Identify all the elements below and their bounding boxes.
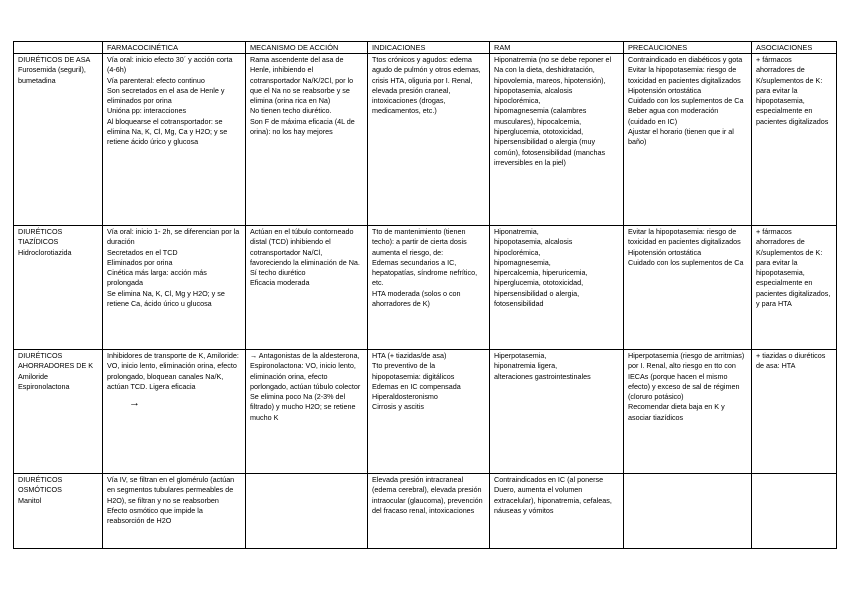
cell-line: Ajustar el horario (tienen que ir al baño) <box>628 127 734 147</box>
cell-line: → Antagonistas de la aldesterona, <box>250 351 360 360</box>
cell-line: hipersensibilidad o alergia, <box>494 288 580 298</box>
cell-adverse-reactions <box>490 54 624 226</box>
cell-line: Ttos crónicos y agudos: edema agudo de pulmón y otros edemas, crisis HTA, oliguria por I. Renal, elevada presión craneal, intoxicaciones (drogas, medicamentos, etc.) <box>372 55 481 116</box>
cell-pharmacokinetics <box>103 226 246 350</box>
cell-pharmacokinetics <box>103 350 246 474</box>
cell-line: hipopotasemia, alcalosis hipoclorémica, <box>494 85 573 106</box>
cell-line: HTA (+ tiazidas/de asa) <box>372 351 447 360</box>
cell-indications <box>368 226 490 350</box>
cell-associations <box>752 474 837 549</box>
header-cell-precautions: PRECAUCIONES <box>624 42 752 54</box>
cell-line: hiperglucemia, ototoxicidad, <box>494 127 584 137</box>
cell-line: Secretados en el TCD <box>107 247 178 257</box>
cell-drug-class <box>14 226 103 350</box>
header-cell-associations: ASOCIACIONES <box>752 42 837 54</box>
cell-line: Al bloquearse el cotransportador: se elimina Na, K, Cl, Mg, Ca y H2O; y se retiene ácido úrico y glucosa <box>107 116 228 147</box>
cell-precautions <box>624 226 752 350</box>
cell-adverse-reactions <box>490 474 624 549</box>
table-row <box>14 226 837 350</box>
cell-line: Se elimina poco Na (2-3% del filtrado) y mucho H2O; se retiene mucho K <box>250 392 356 422</box>
cell-mechanism <box>246 54 368 226</box>
cell-line: Hipotensión ortostática <box>628 85 702 95</box>
cell-adverse-reactions <box>490 226 624 350</box>
diuretics-table <box>13 41 837 549</box>
cell-line: hipomagnesemia, <box>494 257 551 267</box>
cell-line: Hipotensión ortostática <box>628 247 702 257</box>
cell-line: Cuidado con los suplementos de Ca <box>628 96 744 106</box>
cell-adverse-reactions <box>490 350 624 474</box>
cell-line: Hidroclorotiazida <box>18 247 72 257</box>
cell-line: Amiloride <box>18 371 48 381</box>
cell-line: Contraindicados en IC (al ponerse Duero, aumenta el volumen extracelular), hiponatremia, cefaleas, náuseas y vómitos <box>494 475 612 515</box>
cell-line: HTA moderada (solos o con ahorradores de K) <box>372 288 461 309</box>
cell-line: Vía oral: inicio 1- 2h, se diferencian por la duración <box>107 227 240 247</box>
header-cell-indications: INDICACIONES <box>368 42 490 54</box>
cell-line: Rama ascendente del asa de Henle, inhibiendo el cotransportador Na/K/2Cl, por lo que el Na no se reabsorbe y se elimina (orina rica en Na) <box>250 55 354 106</box>
cell-precautions <box>624 54 752 226</box>
cell-line: Hiperaldosteronismo <box>372 392 438 402</box>
cell-line: Edemas en IC compensada <box>372 381 461 391</box>
cell-line: Se elimina Na, K, Cl, Mg y H2O; y se retiene Ca, ácido úrico u glucosa <box>107 288 225 309</box>
cell-line: DIURÉTICOS AHORRADORES DE K <box>18 351 94 371</box>
cell-precautions <box>624 474 752 549</box>
cell-pharmacokinetics <box>103 474 246 549</box>
cell-line: Vía parenteral: efecto continuo <box>107 75 205 85</box>
cell-drug-class <box>14 54 103 226</box>
cell-line: Sí techo diurético <box>250 268 306 278</box>
cell-line: bumetadina <box>18 75 56 85</box>
header-cell-pharmacokinetics: FARMACOCINÉTICA <box>103 42 246 54</box>
cell-line: Tto preventivo de la hipopotasemia: digitálicos <box>372 361 455 381</box>
cell-line: alteraciones gastrointestinales <box>494 371 591 381</box>
cell-line: Actúan en el túbulo contorneado distal (TCD) inhibiendo el cotransportador Na/Cl, favoreciendo la eliminación de Na. <box>250 227 360 267</box>
cell-line: Vía IV, se filtran en el glomérulo (actúan en segmentos tubulares permeables de H2O), se filtran y no se reabsorben <box>107 475 235 505</box>
cell-associations <box>752 226 837 350</box>
cell-pharmacokinetics <box>103 54 246 226</box>
cell-line: No tienen techo diurético. <box>250 106 332 116</box>
cell-line: Eficacia moderada <box>250 278 310 288</box>
cell-line: + fármacos ahorradores de K/suplementos de K: para evitar la hipopotasemia, especialmente en pacientes digitalizados, y para HTA <box>756 227 831 309</box>
cell-line: Unióna pp: interacciones <box>107 106 187 116</box>
cell-drug-class <box>14 350 103 474</box>
cell-line: Beber agua con moderación (cuidado en IC) <box>628 106 719 126</box>
cell-mechanism <box>246 350 368 474</box>
table-row <box>14 474 837 549</box>
cell-line: Hiperpotasemia, <box>494 351 547 360</box>
cell-line: hipomagnesemia (calambres musculares), hipocalcemia, <box>494 106 587 126</box>
cell-line: + tiazidas o diuréticos de asa: HTA <box>756 351 826 371</box>
header-cell-mechanism: MECANISMO DE ACCIÓN <box>246 42 368 54</box>
cell-line: hiperglucemia, ototoxicidad, <box>494 278 584 288</box>
cell-line: Edemas secundarios a IC, hepatopatías, síndrome nefrítico, etc. <box>372 257 478 288</box>
cell-line: Hiperpotasemia (riesgo de arritmias) por I. Renal, alto riesgo en tto con IECAs (porque hacen el mismo efecto) y exceso de sal de régimen (cloruro potásico) <box>628 351 745 402</box>
header-cell-group <box>14 42 103 54</box>
cell-line: Evitar la hipopotasemia: riesgo de toxicidad en pacientes digitalizados <box>628 227 741 247</box>
cell-mechanism <box>246 474 368 549</box>
cell-drug-class <box>14 474 103 549</box>
cell-line: Efecto osmótico que impide la reabsorción de H2O <box>107 505 203 526</box>
cell-line: hiponatremia ligera, <box>494 361 558 371</box>
table-row <box>14 54 837 226</box>
cell-precautions <box>624 350 752 474</box>
cell-line: Contraindicado en diabéticos y gota <box>628 55 743 64</box>
cell-line: hipersensibilidad o alergia (muy común), fotosensibilidad (manchas irreversibles en la piel) <box>494 137 606 167</box>
cell-line: DIURÉTICOS DE ASA <box>18 55 91 64</box>
cell-mechanism <box>246 226 368 350</box>
cell-line: hipercalcemia, hiperuricemia, <box>494 268 588 278</box>
cell-line: DIURÉTICOS TIAZÍDICOS <box>18 227 63 247</box>
cell-line: Manitol <box>18 495 42 505</box>
cell-line: + fármacos ahorradores de K/suplementos de K: para evitar la hipopotasemia, especialmente en pacientes digitalizados <box>756 55 829 126</box>
cell-line: Cirrosis y ascitis <box>372 402 424 412</box>
cell-line: Evitar la hipopotasemia: riesgo de toxicidad en pacientes digitalizados <box>628 65 741 85</box>
cell-line: Furosemida (seguril), <box>18 65 86 75</box>
cell-indications <box>368 350 490 474</box>
cell-indications <box>368 474 490 549</box>
cell-line: Cinética más larga: acción más prolongada <box>107 268 207 288</box>
header-cell-adverse-reactions: RAM <box>490 42 624 54</box>
cell-line: Cuidado con los suplementos de Ca <box>628 257 744 267</box>
cell-line: DIURÉTICOS OSMÓTICOS <box>18 475 63 495</box>
cell-line: Hiponatremia (no se debe reponer el Na con la dieta, deshidratación, hipovolemia, mareos, hipotensión), <box>494 55 612 85</box>
cell-line: Vía oral: inicio efecto 30´ y acción corta (4-6h) <box>107 55 233 75</box>
cell-line: Eliminados por orina <box>107 257 173 267</box>
cell-line: fotosensibilidad <box>494 299 544 309</box>
cell-associations <box>752 350 837 474</box>
table-row <box>14 350 837 474</box>
cell-line: Espironolactona <box>18 381 70 391</box>
cell-indications <box>368 54 490 226</box>
cell-line: Espironolactona: VO, inicio lento, eliminación orina, efecto porlongado, actúan túbulo colector <box>250 361 361 391</box>
cell-line: Tto de mantenimiento (tienen techo): a partir de cierta dosis aumenta el riesgo, de: <box>372 227 467 257</box>
cell-line: Inhibidores de transporte de K, Amiloride: VO, inicio lento, eliminación orina, efecto prolongado, bloquean canales Na/K, actúan TCD. Ligera eficacia <box>107 351 239 391</box>
cell-associations <box>752 54 837 226</box>
cell-line: Hiponatremia, <box>494 227 539 236</box>
cell-line: Recomendar dieta baja en K y asociar tiazídicos <box>628 402 725 422</box>
cell-line: hipopotasemia, alcalosis hipoclorémica, <box>494 237 573 257</box>
cell-line: Elevada presión intracraneal (edema cerebral), elevada presión intraocular (glaucoma), prevención del fracaso renal, intoxicaciones <box>372 475 483 515</box>
cell-line: Son F de máxima eficacia (4L de orina): no los hay mejores <box>250 116 355 137</box>
header-row <box>14 42 837 54</box>
arrow-right-icon: → <box>129 397 140 410</box>
cell-line: Son secretados en el asa de Henle y eliminados por orina <box>107 85 225 106</box>
